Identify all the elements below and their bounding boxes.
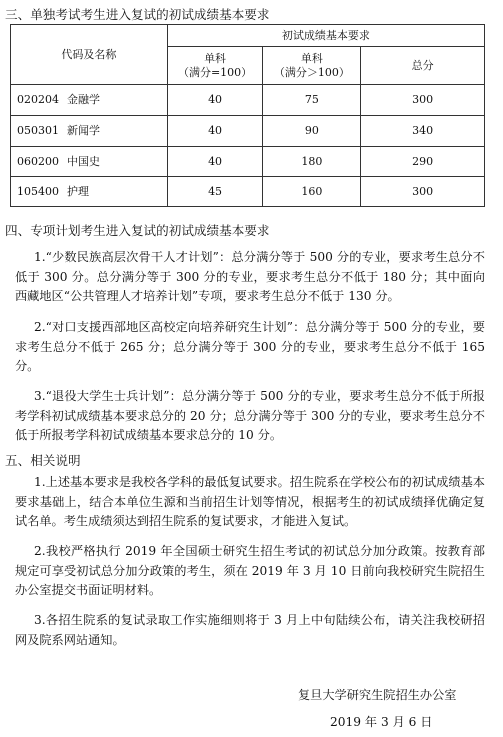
table-row [11, 147, 485, 177]
table-row [11, 116, 485, 147]
major-name: 护理 [67, 184, 89, 198]
single-over100-value: 75 [263, 85, 361, 116]
section4-paragraph-1: 1.“少数民族高层次骨干人才计划”：总分满分等于 500 分的专业，要求考生总分不低于 300 分。总分满分等于 300 分的专业，要求考生总分不低于 180 分；其中面向西藏地区“公共管理人才培养计划”专项，要求考生总分不低于 130 分。 [15, 250, 485, 303]
total-score-header: 总分 [361, 47, 485, 85]
total-value: 300 [361, 85, 485, 116]
major-code: 060200 [17, 154, 59, 168]
major-code: 020204 [17, 93, 59, 106]
code-name-header: 代码及名称 [11, 25, 168, 85]
single-100-value: 40 [167, 147, 263, 177]
total-value: 290 [361, 147, 485, 177]
major-cell [11, 116, 168, 147]
major-cell [11, 177, 168, 207]
major-cell [11, 85, 168, 116]
major-code: 050301 [17, 124, 59, 137]
table-row [11, 85, 485, 116]
table-row [11, 177, 485, 207]
issue-date: 2019 年 3 月 6 日 [330, 715, 433, 729]
section3-heading: 三、单独考试考生进入复试的初试成绩基本要求 [5, 7, 270, 22]
single-over100-value: 160 [263, 177, 361, 207]
section4-paragraph-3: 3.“退役大学生士兵计划”：总分满分等于 500 分的专业，要求考生总分不低于所报考学科初试成绩基本要求总分的 20 分；总分满分等于 300 分的专业，要求考生总分不低于所报考学科初试成绩基本要求总分的 10 分。 [15, 389, 485, 442]
table-header-row [11, 25, 485, 47]
single-100-value: 45 [167, 177, 263, 207]
section5-heading: 五、相关说明 [5, 453, 81, 468]
section5-paragraph-3: 3.各招生院系的复试录取工作实施细则将于 3 月上中旬陆续公布，请关注我校研招网及院系网站通知。 [15, 613, 485, 647]
major-code: 105400 [17, 184, 59, 198]
total-value: 300 [361, 177, 485, 207]
single-subject-100-header: 单科 （满分=100） [167, 47, 263, 85]
major-name: 新闻学 [67, 124, 100, 137]
section5-paragraph-2: 2.我校严格执行 2019 年全国硕士研究生招生考试的初试总分加分政策。按教育部规定可享受初试总分加分政策的考生，须在 2019 年 3 月 10 日前向我校研究生院招生办公室提交书面证明材料。 [15, 544, 485, 597]
section4-heading: 四、专项计划考生进入复试的初试成绩基本要求 [5, 223, 270, 238]
single-100-value: 40 [167, 116, 263, 147]
major-name: 中国史 [67, 154, 100, 168]
single-100-value: 40 [167, 85, 263, 116]
requirements-group-header: 初试成绩基本要求 [167, 25, 484, 47]
single-subject-over100-header: 单科 （满分＞100） [263, 47, 361, 85]
total-value: 340 [361, 116, 485, 147]
single-over100-value: 90 [263, 116, 361, 147]
single-over100-value: 180 [263, 147, 361, 177]
section5-paragraph-1: 1.上述基本要求是我校各学科的最低复试要求。招生院系在学校公布的初试成绩基本要求基础上，结合本单位生源和当前招生计划等情况，根据考生的初试成绩择优确定复试名单。考生成绩须达到招生院系的复试要求，才能进入复试。 [15, 475, 485, 528]
major-cell [11, 147, 168, 177]
major-name: 金融学 [67, 93, 100, 106]
score-requirements-table [10, 24, 485, 207]
section4-paragraph-2: 2.“对口支援西部地区高校定向培养研究生计划”：总分满分等于 500 分的专业，要求考生总分不低于 265 分；总分满分等于 300 分的专业，要求考生总分不低于 165 分。 [15, 320, 485, 373]
signature-office: 复旦大学研究生院招生办公室 [298, 688, 457, 702]
